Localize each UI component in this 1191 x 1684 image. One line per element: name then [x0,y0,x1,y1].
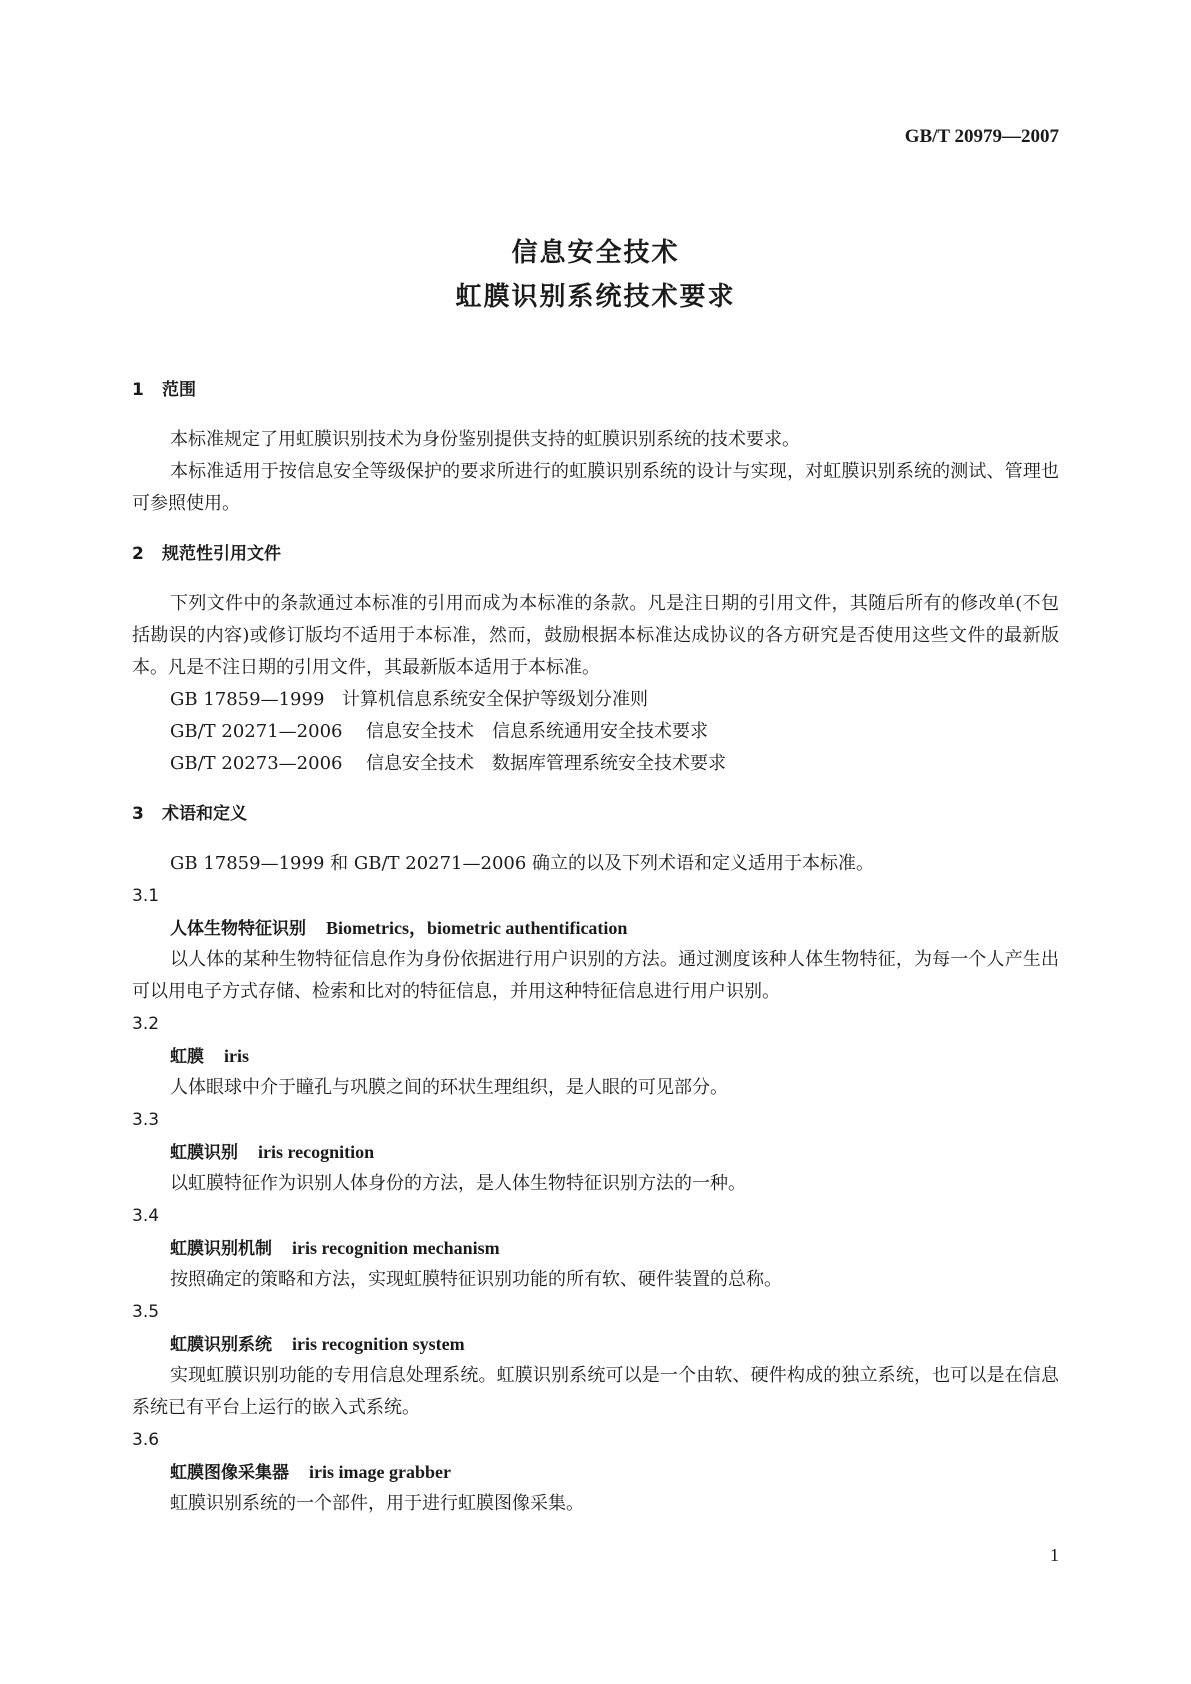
term-en: iris recognition mechanism [292,1238,500,1258]
clause-number: 3.6 [132,1430,160,1450]
clause-number: 3.2 [132,1014,160,1034]
page-number: 1 [1050,1545,1059,1565]
reference-title: 计算机信息系统安全保护等级划分准则 [342,689,648,710]
section-number: 3 [132,804,144,824]
clause-number: 3.1 [132,886,160,906]
term-zh: 人体生物特征识别 [170,919,306,939]
reference-item [132,716,1059,748]
term-en: iris recognition [258,1142,375,1162]
references-intro: 下列文件中的条款通过本标准的引用而成为本标准的条款。凡是注日期的引用文件，其随后所有的修改单(不包括勘误的内容)或修订版均不适用于本标准，然而，鼓励根据本标准达成协议的各方研究是否使用这些文件的最新版本。凡是不注日期的引用文件，其最新版本适用于本标准。 [132,593,1059,678]
reference-item [132,684,1059,716]
terms-intro: GB 17859—1999 和 GB/T 20271—2006 确立的以及下列术语和定义适用于本标准。 [170,853,875,874]
term-definition: 人体眼球中介于瞳孔与巩膜之间的环状生理组织，是人眼的可见部分。 [170,1077,728,1098]
term-definition: 虹膜识别系统的一个部件，用于进行虹膜图像采集。 [170,1493,584,1514]
scope-paragraph: 本标准规定了用虹膜识别技术为身份鉴别提供支持的虹膜识别系统的技术要求。 [170,429,800,450]
section-title: 范围 [162,380,196,400]
term-en: iris [224,1046,249,1066]
document-title-line-1: 信息安全技术 [511,238,680,268]
term-zh: 虹膜 [170,1047,204,1067]
term-name [132,1456,1059,1488]
term-entry [132,1296,1059,1424]
term-entry [132,1008,1059,1104]
term-name [132,912,1059,944]
reference-title: 信息安全技术 信息系统通用安全技术要求 [366,721,708,742]
scope-paragraph: 本标准适用于按信息安全等级保护的要求所进行的虹膜识别系统的设计与实现，对虹膜识别系统的测试、管理也可参照使用。 [132,461,1059,514]
term-entry [132,1200,1059,1296]
term-name [132,1136,1059,1168]
section-number: 2 [132,544,144,564]
term-entry [132,1424,1059,1520]
section-title: 规范性引用文件 [162,544,281,564]
reference-title: 信息安全技术 数据库管理系统安全技术要求 [366,753,726,774]
term-en: iris recognition system [292,1334,465,1354]
term-definition: 以人体的某种生物特征信息作为身份依据进行用户识别的方法。通过测度该种人体生物特征，为每一个人产生出可以用电子方式存储、检索和比对的特征信息，并用这种特征信息进行用户识别。 [132,949,1059,1002]
term-zh: 虹膜图像采集器 [170,1463,289,1483]
reference-item [132,748,1059,780]
term-entry [132,880,1059,1008]
reference-code: GB/T 20271—2006 [170,721,343,742]
term-definition: 以虹膜特征作为识别人体身份的方法，是人体生物特征识别方法的一种。 [170,1173,746,1194]
section-heading-scope [132,374,1059,406]
clause-number: 3.3 [132,1110,160,1130]
term-definition: 实现虹膜识别功能的专用信息处理系统。虹膜识别系统可以是一个由软、硬件构成的独立系统，也可以是在信息系统已有平台上运行的嵌入式系统。 [132,1365,1059,1418]
reference-code: GB/T 20273—2006 [170,753,343,774]
term-name [132,1328,1059,1360]
term-en: iris image grabber [309,1462,451,1482]
reference-code: GB 17859—1999 [170,689,325,710]
term-name [132,1040,1059,1072]
term-en: Biometrics，biometric authentification [326,918,628,938]
term-entry [132,1104,1059,1200]
clause-number: 3.5 [132,1302,160,1322]
term-zh: 虹膜识别 [170,1143,238,1163]
section-heading-references [132,538,1059,570]
section-number: 1 [132,380,144,400]
section-heading-terms [132,798,1059,830]
term-zh: 虹膜识别系统 [170,1335,272,1355]
term-zh: 虹膜识别机制 [170,1239,272,1259]
term-name [132,1232,1059,1264]
term-definition: 按照确定的策略和方法，实现虹膜特征识别功能的所有软、硬件装置的总称。 [170,1269,782,1290]
document-title-line-2: 虹膜识别系统技术要求 [455,282,736,312]
section-title: 术语和定义 [162,804,247,824]
clause-number: 3.4 [132,1206,160,1226]
standard-number: GB/T 20979—2007 [904,126,1059,147]
document-body [132,374,1059,1520]
